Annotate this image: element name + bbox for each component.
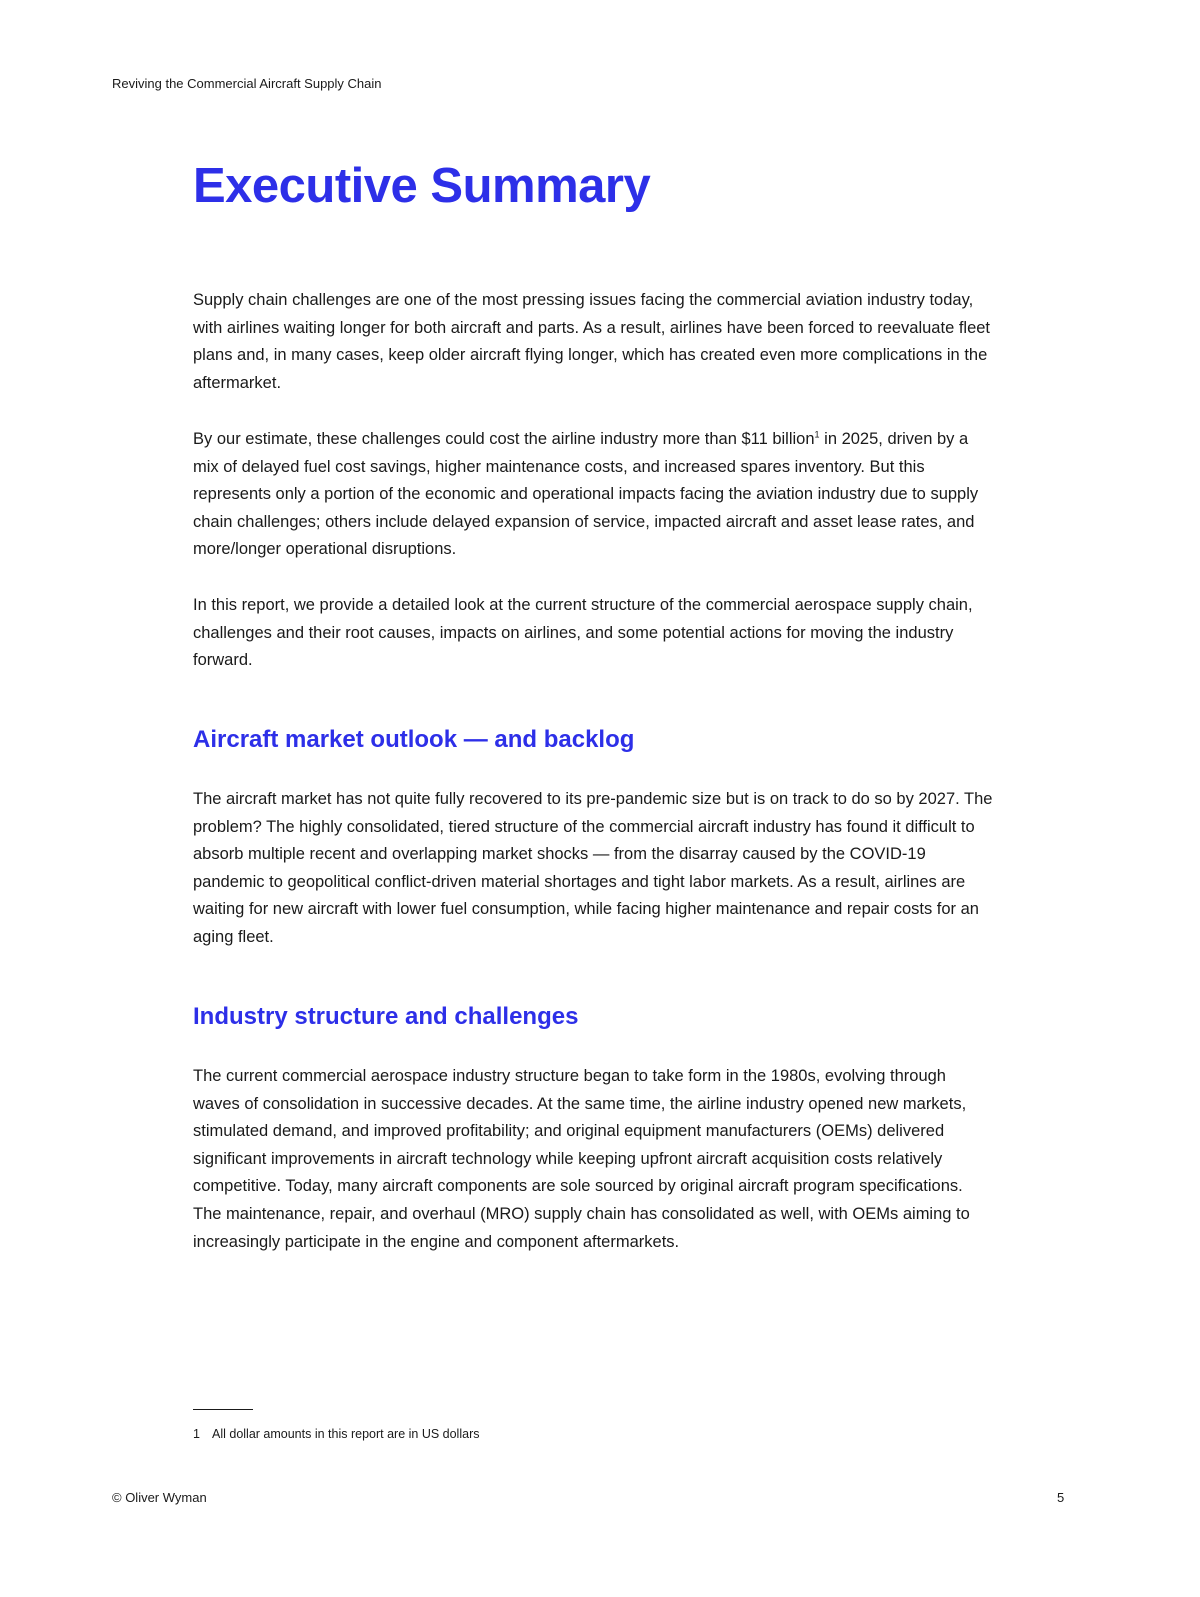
intro-paragraph-3: [193, 592, 993, 675]
section-text-industry-structure: The current commercial aerospace industry structure began to take form in the 1980s, evolving through waves of consolidation in successive decades. At the same time, the airline industry opened new markets, stimulated demand, and improved profitability; and original equipment manufacturers (OEMs) delivered significant improvements in aircraft technology while keeping upfront aircraft acquisition costs relatively competitive. Today, many aircraft components are sole sourced by original aircraft program specifications. The maintenance, repair, and overhaul (MRO) supply chain has consolidated as well, with OEMs aiming to increasingly participate in the engine and component aftermarkets.: [193, 1067, 970, 1251]
footnote-reference: 1: [814, 429, 820, 440]
intro-text-3: In this report, we provide a detailed look at the current structure of the commercial aerospace supply chain, challenges and their root causes, impacts on airlines, and some potential actions for moving the industry forward.: [193, 596, 973, 670]
section-text-aircraft-market: The aircraft market has not quite fully recovered to its pre-pandemic size but is on track to do so by 2027. The problem? The highly consolidated, tiered structure of the commercial aircraft industry has found it difficult to absorb multiple recent and overlapping market shocks — from the disarray caused by the COVID-19 pandemic to geopolitical conflict-driven material shortages and tight labor markets. As a result, airlines are waiting for new aircraft with lower fuel consumption, while facing higher maintenance and repair costs for an aging fleet.: [193, 790, 993, 946]
intro-paragraph-2: [193, 426, 993, 564]
section-heading-aircraft-market: Aircraft market outlook — and backlog: [193, 726, 635, 753]
intro-text-2-start: By our estimate, these challenges could cost the airline industry more than $11 billion: [193, 430, 815, 448]
section-industry-structure: [193, 1003, 993, 1031]
footnote-text: All dollar amounts in this report are in US dollars: [212, 1427, 480, 1441]
footnote-number: 1: [193, 1427, 200, 1441]
running-header: Reviving the Commercial Aircraft Supply Chain: [112, 76, 382, 91]
intro-text-2: [193, 426, 993, 564]
section-aircraft-market: [193, 726, 993, 754]
page-number: 5: [1057, 1490, 1065, 1505]
footnote-divider: [193, 1409, 253, 1410]
section-industry-structure-body: [193, 1063, 993, 1256]
intro-paragraph-1: [193, 287, 993, 397]
intro-text-2-end: in 2025, driven by a mix of delayed fuel cost savings, higher maintenance costs, and increased spares inventory. But this represents only a portion of the economic and operational impacts facing the aviation industry due to supply chain challenges; others include delayed expansion of service, impacted aircraft and asset lease rates, and more/longer operational disruptions.: [193, 430, 979, 559]
intro-text-1: Supply chain challenges are one of the most pressing issues facing the commercial aviation industry today, with airlines waiting longer for both aircraft and parts. As a result, airlines have been forced to reevaluate fleet plans and, in many cases, keep older aircraft flying longer, which has created even more complications in the aftermarket.: [193, 291, 991, 392]
section-aircraft-market-body: [193, 786, 993, 952]
footnote: [193, 1427, 479, 1441]
copyright: © Oliver Wyman: [112, 1490, 207, 1505]
section-heading-industry-structure: Industry structure and challenges: [193, 1003, 579, 1030]
page-title: Executive Summary: [193, 159, 651, 213]
